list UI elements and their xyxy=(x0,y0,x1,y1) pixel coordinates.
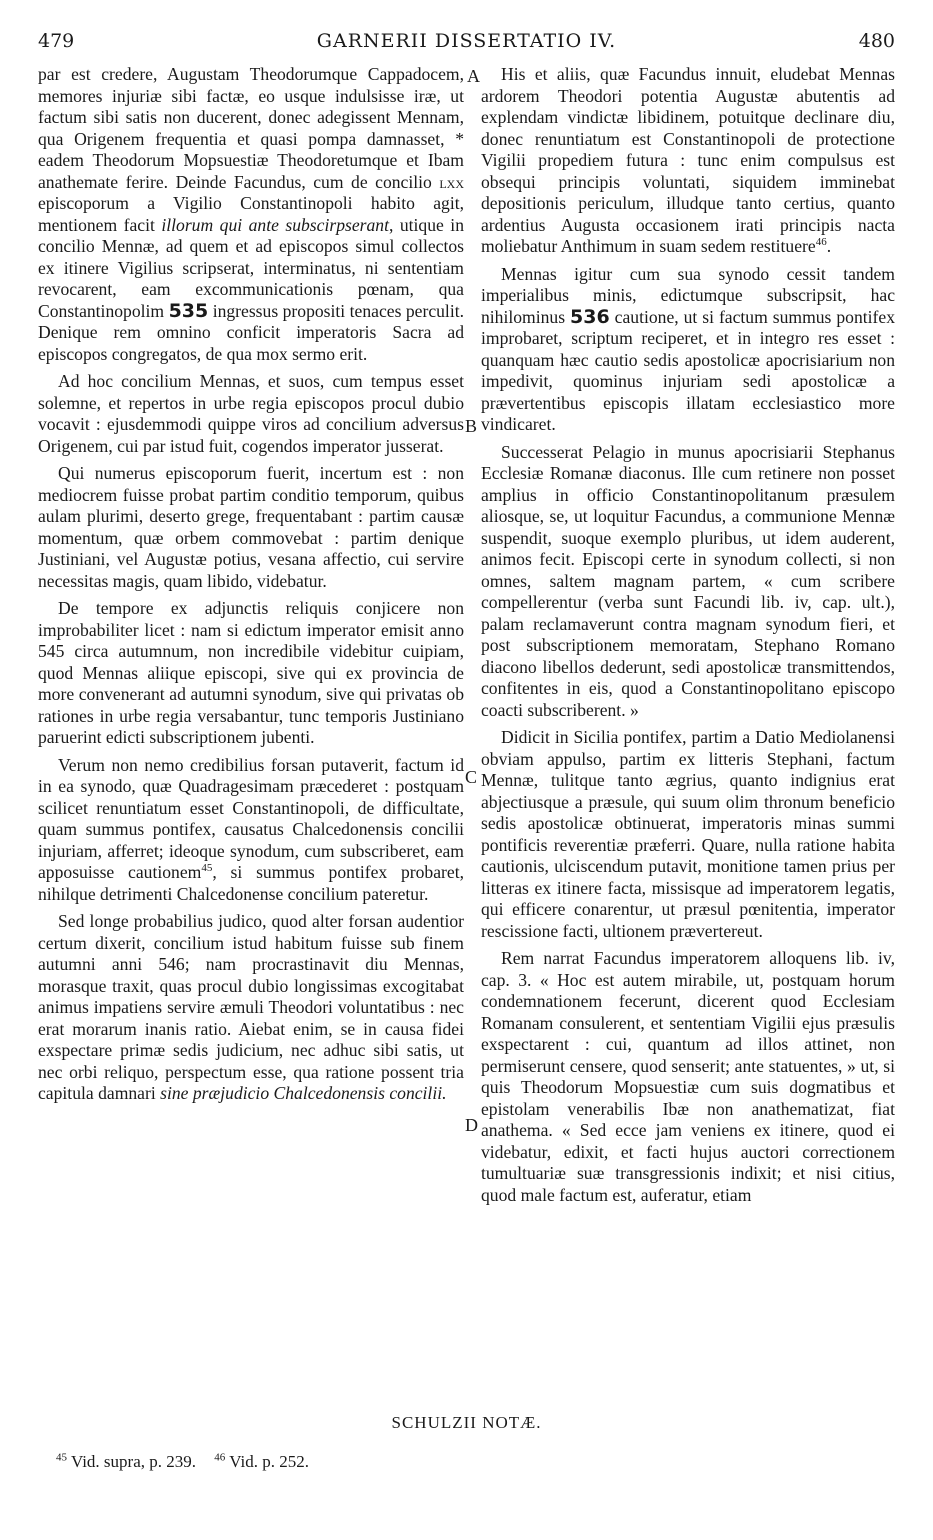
paragraph: Qui numerus episcoporum fuerit, incertum est : non mediocrem fuisse probat partim conditio temporum, quibus aulam plurimi, deserto grege, frequentabant : partim causæ momentum, quæ orbem commovebat : partim denique Justiniani, vel Augustæ potius, vesana affectio, cui servire necessitas magis, quam libido, videbatur. xyxy=(38,463,464,591)
running-header xyxy=(38,30,895,60)
paragraph: Ad hoc concilium Mennas, et suos, cum tempus esset solemne, et repertos in urbe regia episcopos procul dubio vocavit : ejusdemmodi quippe viros ad concilium adversus Origenem, cui par istud fuit, cogendos imperator jusserat. xyxy=(38,371,464,456)
paragraph: De tempore ex adjunctis reliquis conjicere non improbabiliter licet : nam si edictum imperator emisit anno 545 circa autumnum, non incredibile videbitur cuipiam, quod Mennas aliique episcopi, sive qui ex provincia de more convenerant ad autumni synodum, sive qui privatas ob rationes in urbe regia versabantur, tunc temporis Justiniano paruerint edicti subscriptionem jubenti. xyxy=(38,598,464,747)
paragraph: Rem narrat Facundus imperatorem alloquens lib. iv, cap. 3. « Hoc est autem mirabile, ut, postquam horum condemnationem fecerunt, dicerent quod Ecclesiam Romanam consulerent, et sententiam Vigilii ejus præsulis exspectarent : cui, quantum ad illos attinet, non permiserunt censere, quod senserit; ante statuentes, » ut, si quis Theodorum Mopsuestiæ cum suis dogmatibus et epistolam venerabilis Ibæ non anathematizat, fiat anathema. « Sed ecce jam veniens ex itinere, quod ei videbatur, edixit, et facti hujus auctori correctionem tumultuariæ suæ transgressionis indixit; et nisi citius, quod male factum est, auferatur, etiam xyxy=(481,948,895,1205)
margin-marker-a: A xyxy=(467,66,480,86)
asterisk-mark: * xyxy=(455,128,464,149)
paragraph: Sed longe probabilius judico, quod alter forsan audentior certum dixerit, concilium istud habitum fuisse sub finem autumni anni 546; nam procrastinavit diu Mennas, morasque traxit, quas procul dubio longissimas excogitabat animus impatiens servire æmuli Theodori voluntatibus : nec erat morarum inanis ratio. Aiebat enim, se in causa fidei exspectare primæ sedis judicium, nec adhuc sibi satis, ut nec orbi reliquo, perspectum esse, qua ratione possent tria capitula damnari sine præjudicio Chalcedonensis concilii. xyxy=(38,911,464,1103)
paragraph: par est credere, Augustam Theodorumque Cappadocem, memores injuriæ sibi factæ, eo usque indulsisse iræ, ut factum sibi satis non ducerent, donec adegissent Mennam, qua Origenem frequentia et quasi pompa damnasset, * eadem Theodorum Mopsuestiæ Theodoretumque et Ibam anathemate ferire. Deinde Facundus, cum de concilio lxx episcoporum a Vigilio Constantinopoli habito agit, mentionem facit illorum qui ante subscirpserant, utique in concilio Mennæ, ad quem et ad episcopos simul collectos ex itinere Vigilius scripserat, interminatus, ni sententiam revocarent, eam excommunicationis pœnam, qua Constantinopolim 535 ingressus propositi tenaces perculit. Denique rem omnino conficit imperatoris Sacra ad episcopos congregatos, de qua mox sermo erit. xyxy=(38,64,464,364)
paragraph: His et aliis, quæ Facundus innuit, eludebat Mennas ardorem Theodori potentia Augustæ abutentis ad explendam vindictæ libidinem, potuitque declinare diu, donec renuntiatum est Constantinopoli de protectione Vigilii propediem futura : tunc enim compulsus est obsequi principis voluntati, siquidem imminebat depositionis periculum, illudque tanto certius, quanto ardentius Augusta occasionem irati principis nacta moliebatur Anthimum in suam sedem restituere$^{46}$. xyxy=(481,64,895,256)
margin-marker-d: D xyxy=(465,1115,478,1135)
left-page-number: 479 xyxy=(38,30,75,52)
note-reference: 46 xyxy=(815,236,827,249)
margin-marker-b: B xyxy=(465,416,478,436)
paragraph: Didicit in Sicilia pontifex, partim a Datio Mediolanensi obviam appulso, partim ex litteris Stephani, factum Mennæ, tulitque tanto ægrius, quanto indignius erat abjectiusque a præsule, qui suum olim thronum beneficio sedis apostolicæ obtinuerat, imperatoris minas summi pontificis reverentiæ præferri. Quare, nulla ratione habita cautionis, ulciscendum putavit, monitione tamen prius per litteras ex itinere facta, missisque ad imperatorem legatis, qui efficere conarentur, ut præsul pœnitentia, imperator rescissione facti, ultionem prævertereut. xyxy=(481,727,895,941)
column-number-535: 535 xyxy=(168,299,209,322)
left-column xyxy=(38,64,464,1111)
paragraph: Mennas igitur cum sua synodo cessit tandem imperialibus minis, edictumque subscripsit, hac nihilominus 536 cautione, ut si factum summus pontifex improbaret, scriptum reciperet, et in integro res esset : quanquam hæc cautio sedis apostolicæ apocrisiarium non impedivit, quominus injuriam sedi apostolicæ a prævertentibus episcopis illatam ecclesiastico more vindicaret. xyxy=(481,263,895,434)
margin-marker-c: C xyxy=(465,767,478,787)
right-column xyxy=(481,64,895,1212)
right-page-number: 480 xyxy=(858,30,895,52)
column-number-536: 536 xyxy=(570,305,610,328)
footnote-45: $^{45}$ Vid. supra, p. 239. xyxy=(56,1451,197,1471)
paragraph: Verum non nemo credibilius forsan putaverit, factum id in ea synodo, quæ Quadragesimam præcederet : postquam scilicet renuntiatum esset Constantinopoli, de difficultate, quam summus pontifex, causatus Chalcedonensis concilii injuriam, afferret; ideoque synodum, cum subscriberet, eam apposuisse cautionem$^{45}$, si summus pontifex probaret, nihilque detrimenti Chalcedonense concilium pateretur. xyxy=(38,754,464,904)
footnote-46: $^{46}$ Vid. p. 252. xyxy=(214,1451,309,1471)
footnotes xyxy=(56,1452,323,1472)
notes-title: SCHULZII NOTÆ. xyxy=(391,1413,542,1432)
paragraph: Successerat Pelagio in munus apocrisiarii Stephanus Ecclesiæ Romanæ diaconus. Ille cum retinere non posset amplius in officio Constantinopolitanum præsulem aliosque, se, ut loquitur Facundus, a communione Mennæ suspendit, suoque exemplo pluribus, ut idem auderent, animos fecit. Episcopi certe in synodum collecti, si non omnes, saltem magnam partem, « cum scribere compellerentur (verba sunt Facundi lib. iv, cap. ult.), palam reclamaverunt contra magnam synodum fieri, et post subscriptionem memoratam, Stephano Romano diacono libellos dederunt, sedi apostolicæ transmittendos, confitentes in eis, quod a Constantinopolitano episcopo coacti subscriberent. » xyxy=(481,441,895,720)
note-reference: 45 xyxy=(201,862,213,875)
running-title: GARNERII DISSERTATIO IV. xyxy=(316,30,617,52)
